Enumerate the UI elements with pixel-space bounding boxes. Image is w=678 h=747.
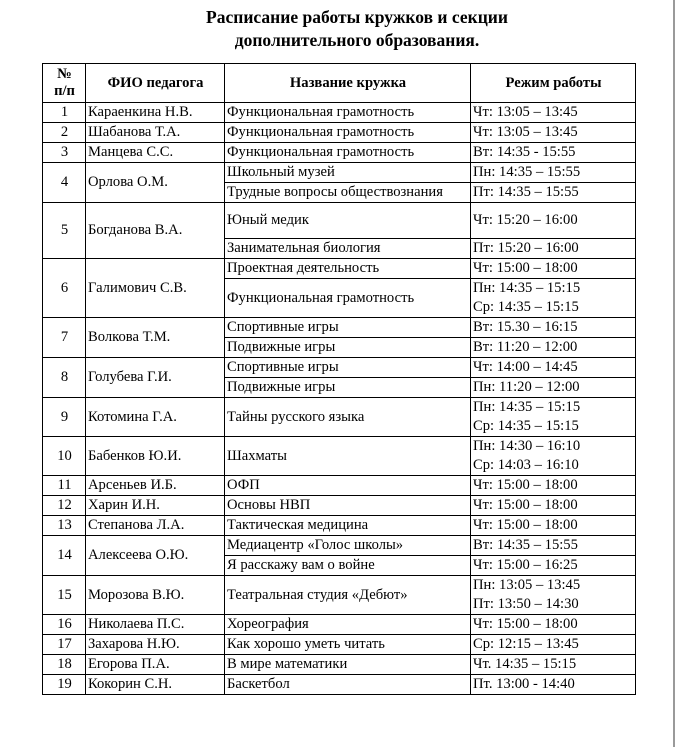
schedule-cell [471,655,636,675]
table-row [43,259,636,279]
table-row [43,576,636,615]
club-name: Функциональная грамотность [225,143,471,163]
schedule-time: Чт: 15:00 – 18:00 [473,477,578,493]
table-row [43,675,636,695]
schedule-time: Пн: 14:35 – 15:55 [473,164,581,180]
schedule-cell [471,183,636,203]
row-number: 7 [43,318,86,358]
document-title-line-2: дополнительного образования. [234,30,480,50]
club-name: Тайны русского языка [225,398,471,437]
table-row [43,203,636,239]
header-club: Название кружка [225,64,471,103]
row-number: 11 [43,476,86,496]
club-name: Подвижные игры [225,338,471,358]
schedule-time: Чт: 13:05 – 13:45 [473,104,578,120]
table-row [43,318,636,338]
row-number: 15 [43,576,86,615]
club-name: Подвижные игры [225,378,471,398]
schedule-time: Пн: 13:05 – 13:45 [473,577,581,593]
schedule-time: Чт: 13:05 – 13:45 [473,124,578,140]
schedule-cell [471,615,636,635]
schedule-cell [471,536,636,556]
schedule-time: Пн: 11:20 – 12:00 [473,379,580,395]
table-row [43,163,636,183]
teacher-name: Галимович С.В. [86,259,225,318]
teacher-name: Харин И.Н. [86,496,225,516]
schedule-time: Чт: 15:00 – 18:00 [473,517,578,533]
schedule-cell [471,437,636,476]
club-name: Театральная студия «Дебют» [225,576,471,615]
teacher-name: Шабанова Т.А. [86,123,225,143]
schedule-time: Чт: 15:00 – 18:00 [473,260,578,276]
teacher-name: Николаева П.С. [86,615,225,635]
schedule-time: Пн: 14:35 – 15:15 [473,280,581,296]
schedule-cell [471,358,636,378]
table-row [43,615,636,635]
club-name: Занимательная биология [225,239,471,259]
schedule-time: Ср: 14:35 – 15:15 [473,299,579,315]
schedule-cell [471,259,636,279]
table-row [43,143,636,163]
club-name: Шахматы [225,437,471,476]
club-name: Хореография [225,615,471,635]
club-name: Функциональная грамотность [225,123,471,143]
club-name: Основы НВП [225,496,471,516]
header-teacher: ФИО педагога [86,64,225,103]
row-number: 2 [43,123,86,143]
club-name: В мире математики [225,655,471,675]
schedule-cell [471,123,636,143]
club-name: Функциональная грамотность [225,279,471,318]
header-number [43,64,86,103]
schedule-cell [471,103,636,123]
club-name: Спортивные игры [225,358,471,378]
table-row [43,496,636,516]
schedule-time: Ср: 14:35 – 15:15 [473,418,579,434]
row-number: 9 [43,398,86,437]
schedule-time: Пт: 13:50 – 14:30 [473,596,579,612]
table-row [43,516,636,536]
schedule-time: Пн: 14:35 – 15:15 [473,399,581,415]
row-number: 14 [43,536,86,576]
table-row [43,536,636,556]
schedule-time: Пт: 14:35 – 15:55 [473,184,579,200]
teacher-name: Захарова Н.Ю. [86,635,225,655]
schedule-time: Пн: 14:30 – 16:10 [473,438,581,454]
row-number: 8 [43,358,86,398]
schedule-cell [471,143,636,163]
teacher-name: Орлова О.М. [86,163,225,203]
club-name: Медиацентр «Голос школы» [225,536,471,556]
table-row [43,655,636,675]
schedule-time: Пт. 13:00 - 14:40 [473,676,575,692]
schedule-table [42,63,636,695]
schedule-cell [471,476,636,496]
table-row [43,123,636,143]
table-row [43,398,636,437]
table-row [43,437,636,476]
club-name: Проектная деятельность [225,259,471,279]
teacher-name: Голубева Г.И. [86,358,225,398]
schedule-time: Вт: 14:35 – 15:55 [473,537,578,553]
table-header-row [43,64,636,103]
teacher-name: Кокорин С.Н. [86,675,225,695]
club-name: Школьный музей [225,163,471,183]
row-number: 10 [43,437,86,476]
row-number: 5 [43,203,86,259]
club-name: Функциональная грамотность [225,103,471,123]
schedule-cell [471,203,636,239]
row-number: 1 [43,103,86,123]
header-schedule: Режим работы [471,64,636,103]
schedule-cell [471,635,636,655]
row-number: 16 [43,615,86,635]
row-number: 12 [43,496,86,516]
row-number: 17 [43,635,86,655]
club-name: ОФП [225,476,471,496]
teacher-name: Морозова В.Ю. [86,576,225,615]
schedule-time: Чт: 14:00 – 14:45 [473,359,578,375]
header-number-label: № п/п [54,66,75,99]
page-edge-divider [673,0,675,747]
table-row [43,358,636,378]
club-name: Юный медик [225,203,471,239]
table-row [43,635,636,655]
club-name: Я расскажу вам о войне [225,556,471,576]
teacher-name: Алексеева О.Ю. [86,536,225,576]
schedule-cell [471,318,636,338]
schedule-time: Ср: 14:03 – 16:10 [473,457,579,473]
row-number: 4 [43,163,86,203]
schedule-cell [471,163,636,183]
club-name: Спортивные игры [225,318,471,338]
schedule-time: Пт: 15:20 – 16:00 [473,240,579,256]
schedule-time: Чт: 15:00 – 18:00 [473,616,578,632]
schedule-cell [471,496,636,516]
table-row [43,476,636,496]
teacher-name: Волкова Т.М. [86,318,225,358]
schedule-cell [471,576,636,615]
schedule-time: Чт: 15:00 – 16:25 [473,557,578,573]
schedule-time: Чт: 15:20 – 16:00 [473,212,578,228]
row-number: 6 [43,259,86,318]
teacher-name: Арсеньев И.Б. [86,476,225,496]
row-number: 18 [43,655,86,675]
schedule-time: Чт. 14:35 – 15:15 [473,656,577,672]
schedule-cell [471,338,636,358]
teacher-name: Бабенков Ю.И. [86,437,225,476]
club-name: Тактическая медицина [225,516,471,536]
row-number: 3 [43,143,86,163]
document-title-line-1: Расписание работы кружков и секции [206,7,508,27]
row-number: 13 [43,516,86,536]
schedule-cell [471,556,636,576]
schedule-time: Вт: 14:35 - 15:55 [473,144,576,160]
row-number: 19 [43,675,86,695]
schedule-table-body [43,103,636,695]
club-name: Баскетбол [225,675,471,695]
schedule-time: Чт: 15:00 – 18:00 [473,497,578,513]
teacher-name: Караенкина Н.В. [86,103,225,123]
schedule-cell [471,516,636,536]
schedule-cell [471,675,636,695]
teacher-name: Манцева С.С. [86,143,225,163]
teacher-name: Богданова В.А. [86,203,225,259]
club-name: Трудные вопросы обществознания [225,183,471,203]
schedule-time: Вт: 15.30 – 16:15 [473,319,578,335]
schedule-cell [471,378,636,398]
teacher-name: Егорова П.А. [86,655,225,675]
teacher-name: Степанова Л.А. [86,516,225,536]
schedule-time: Ср: 12:15 – 13:45 [473,636,579,652]
club-name: Как хорошо уметь читать [225,635,471,655]
schedule-cell [471,398,636,437]
teacher-name: Котомина Г.А. [86,398,225,437]
schedule-cell [471,239,636,259]
schedule-cell [471,279,636,318]
schedule-time: Вт: 11:20 – 12:00 [473,339,578,355]
table-row [43,103,636,123]
